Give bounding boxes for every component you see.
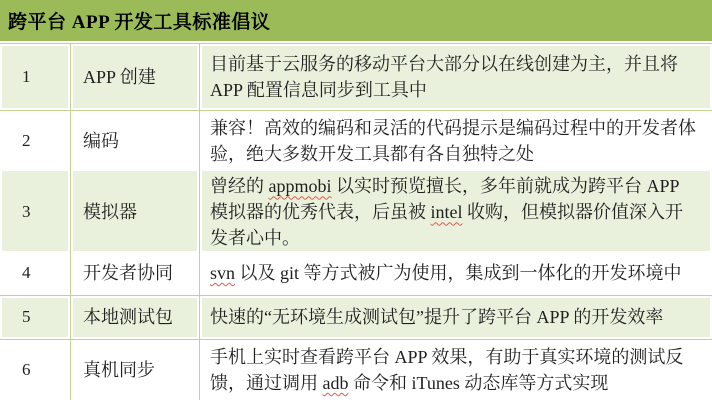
table-row	[0, 296, 712, 339]
row-number-cell: 4	[0, 251, 70, 294]
feature-name-cell: 开发者协同	[71, 251, 199, 294]
row-number-cell: 3	[0, 169, 70, 255]
desc-text	[210, 304, 663, 330]
table-row	[0, 340, 712, 400]
desc-text	[210, 173, 700, 251]
desc-text-segment: 手机上实时查看跨平台 APP 效果，有助于真实环境的测试反馈，通过调用	[210, 347, 684, 393]
table-row	[0, 44, 712, 110]
feature-desc-cell	[200, 169, 712, 255]
desc-text	[210, 51, 700, 103]
feature-name-cell: APP 创建	[71, 44, 199, 110]
desc-text-segment: 以及 git 等方式被广为使用，集成到一体化的开发环境中	[235, 263, 682, 283]
feature-desc-cell	[200, 111, 712, 171]
misspelled-word: appmobi	[268, 176, 332, 197]
table-row	[0, 169, 712, 250]
desc-text-segment: 曾经的	[210, 176, 269, 197]
table-row	[0, 111, 712, 168]
desc-text	[210, 115, 700, 167]
desc-text-segment: 命令和 iTunes 动态库等方式实现	[348, 373, 609, 393]
feature-name-cell: 本地测试包	[71, 296, 199, 339]
desc-text	[210, 260, 682, 286]
feature-desc-cell	[200, 251, 712, 294]
feature-name-cell: 模拟器	[71, 169, 199, 255]
row-number-cell: 6	[0, 340, 70, 400]
feature-desc-cell	[200, 340, 712, 400]
feature-name-cell: 编码	[71, 111, 199, 171]
row-number-cell: 1	[0, 44, 70, 110]
desc-text	[210, 344, 700, 396]
feature-name-cell: 真机同步	[71, 340, 199, 400]
row-number-cell: 2	[0, 111, 70, 171]
feature-desc-cell	[200, 296, 712, 339]
desc-text-segment: 快速的“无环境生成测试包”提升了跨平台 APP 的开发效率	[210, 307, 664, 328]
desc-text-segment: 兼容！高效的编码和灵活的代码提示是编码过程中的开发者体验，绝大多数开发工具都有各自独特之处	[210, 118, 696, 165]
desc-text-segment: 以实时预览擅长，多年前就成为跨平台 APP 模拟器的优秀代表，后虽被	[210, 176, 679, 223]
desc-text-segment: 收购，但模拟器价值深入开发者心中。	[210, 202, 683, 249]
feature-desc-cell	[200, 44, 712, 110]
misspelled-word: intel	[430, 202, 463, 223]
row-number-cell: 5	[0, 296, 70, 339]
table-row	[0, 251, 712, 294]
desc-text-segment: 目前基于云服务的移动平台大部分以在线创建为主，并且将 APP 配置信息同步到工具中	[210, 54, 678, 101]
table-title-header: 跨平台 APP 开发工具标准倡议	[0, 0, 712, 43]
misspelled-word: svn	[210, 263, 236, 283]
misspelled-word: adb	[322, 373, 349, 393]
